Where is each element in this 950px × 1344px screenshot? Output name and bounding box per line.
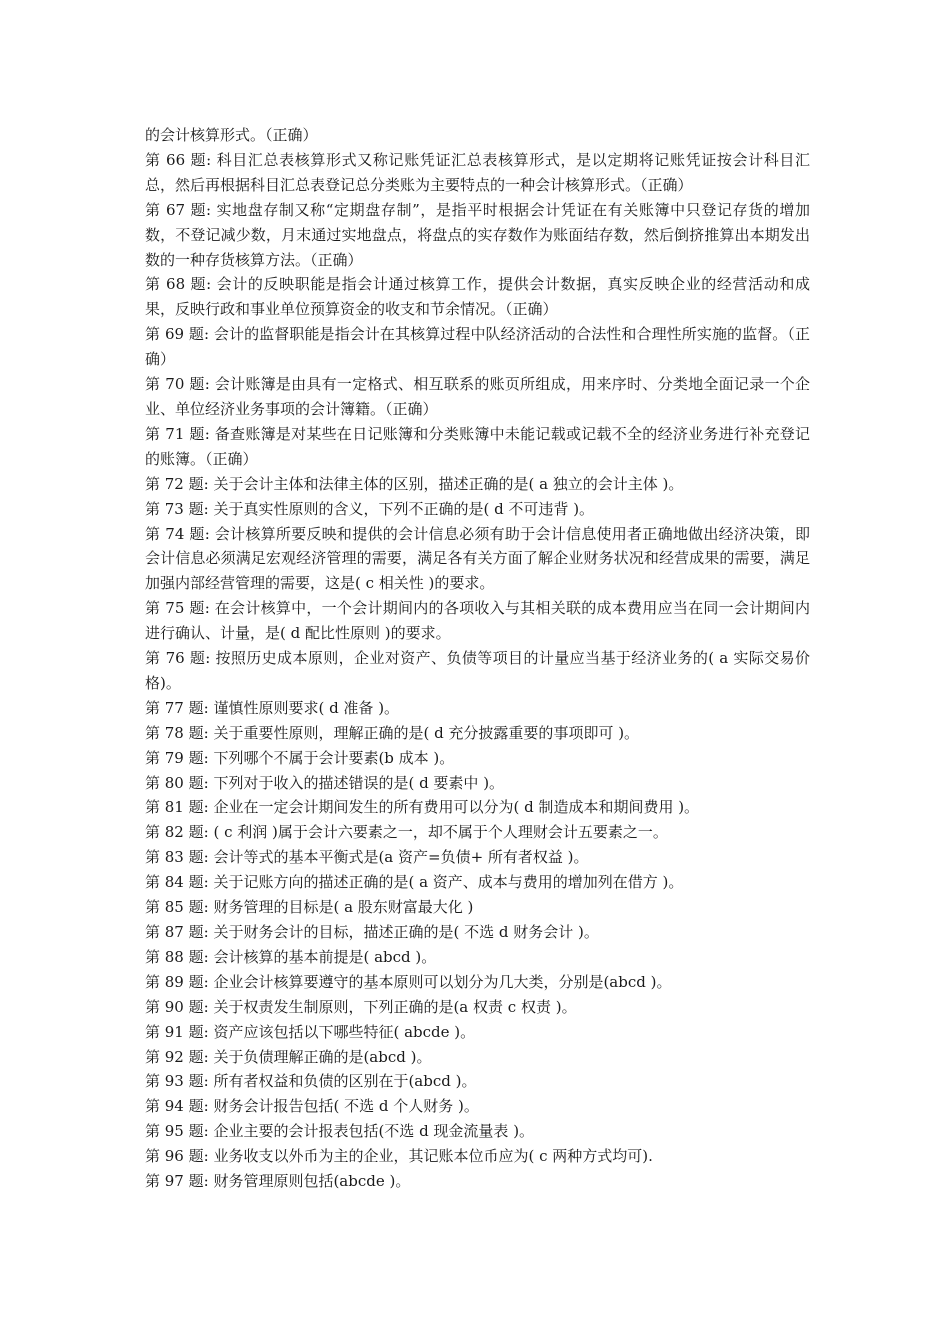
- question-96: 第 96 题: 业务收支以外币为主的企业，其记账本位币应为( c 两种方式均可).: [145, 1147, 653, 1166]
- question-81: 第 81 题: 企业在一定会计期间发生的所有费用可以分为( d 制造成本和期间费用 )。: [145, 798, 700, 817]
- question-82: 第 82 题: ( c 利润 )属于会计六要素之一，却不属于个人理财会计五要素之一。: [145, 823, 668, 842]
- question-83: 第 83 题: 会计等式的基本平衡式是(a 资产=负债+ 所有者权益 )。: [145, 848, 589, 867]
- question-94: 第 94 题: 财务会计报告包括( 不选 d 个人财务 )。: [145, 1097, 479, 1116]
- question-87: 第 87 题: 关于财务会计的目标，描述正确的是( 不选 d 财务会计 )。: [145, 923, 599, 941]
- question-66: 第 66 题: 科目汇总表核算形式又称记账凭证汇总表核算形式，是以定期将记账凭证按会计科目汇总，然后再根据科目汇总表登记总分类账为主要特点的一种会计核算形式。（正确）: [145, 150, 810, 194]
- question-78: 第 78 题: 关于重要性原则，理解正确的是( d 充分披露重要的事项即可 )。: [145, 723, 640, 742]
- question-68: 第 68 题: 会计的反映职能是指会计通过核算工作，提供会计数据，真实反映企业的经营活动和成果，反映行政和事业单位预算资金的收支和节余情况。（正确）: [145, 275, 810, 319]
- question-92: 第 92 题: 关于负债理解正确的是(abcd )。: [145, 1047, 432, 1066]
- question-71: 第 71 题: 备查账簿是对某些在日记账簿和分类账簿中未能记载或记载不全的经济业务进行补充登记的账簿。（正确）: [145, 424, 810, 468]
- document-page: [145, 123, 810, 1194]
- question-76: 第 76 题: 按照历史成本原则，企业对资产、负债等项目的计量应当基于经济业务的( a 实际交易价格)。: [145, 649, 810, 692]
- question-75: 第 75 题: 在会计核算中，一个会计期间内的各项收入与其相关联的成本费用应当在同一会计期间内进行确认、计量，是( d 配比性原则 )的要求。: [145, 599, 810, 643]
- question-74: 第 74 题: 会计核算所要反映和提供的会计信息必须有助于会计信息使用者正确地做出经济决策，即会计信息必须满足宏观经济管理的需要，满足各有关方面了解企业财务状况和经营成果的需要，满足加强内部经营管理的需要，这是( c 相关性 )的要求。: [145, 524, 810, 593]
- question-90: 第 90 题: 关于权责发生制原则，下列正确的是(a 权责 c 权责 )。: [145, 997, 577, 1016]
- question-70: 第 70 题: 会计账簿是由具有一定格式、相互联系的账页所组成，用来序时、分类地全面记录一个企业、单位经济业务事项的会计簿籍。（正确）: [145, 375, 810, 418]
- question-67: 第 67 题: 实地盘存制又称“定期盘存制”，是指平时根据会计凭证在有关账簿中只登记存货的增加数，不登记减少数，月末通过实地盘点，将盘点的实存数作为账面结存数，然后倒挤推算出本期发出数的一种存货核算方法。（正确）: [145, 200, 810, 269]
- question-69: 第 69 题: 会计的监督职能是指会计在其核算过程中队经济活动的合法性和合理性所实施的监督。（正确）: [145, 325, 810, 369]
- question-95: 第 95 题: 企业主要的会计报表包括(不选 d 现金流量表 )。: [145, 1122, 535, 1141]
- question-73: 第 73 题: 关于真实性原则的含义，下列不正确的是( d 不可违背 )。: [145, 499, 595, 518]
- question-72: 第 72 题: 关于会计主体和法律主体的区别，描述正确的是( a 独立的会计主体 )。: [145, 474, 684, 493]
- question-93: 第 93 题: 所有者权益和负债的区别在于(abcd )。: [145, 1072, 477, 1091]
- question-91: 第 91 题: 资产应该包括以下哪些特征( abcde )。: [145, 1022, 476, 1041]
- question-97: 第 97 题: 财务管理原则包括(abcde )。: [145, 1172, 411, 1191]
- question-84: 第 84 题: 关于记账方向的描述正确的是( a 资产、成本与费用的增加列在借方 )。: [145, 873, 684, 892]
- question-88: 第 88 题: 会计核算的基本前提是( abcd )。: [145, 947, 437, 966]
- question-80: 第 80 题: 下列对于收入的描述错误的是( d 要素中 )。: [145, 773, 505, 792]
- question-77: 第 77 题: 谨慎性原则要求( d 准备 )。: [145, 698, 400, 717]
- question-79: 第 79 题: 下列哪个不属于会计要素(b 成本 )。: [145, 748, 455, 767]
- question-85: 第 85 题: 财务管理的目标是( a 股东财富最大化 ): [145, 898, 474, 917]
- paragraph-continuation: 的会计核算形式。（正确）: [145, 126, 318, 144]
- question-89: 第 89 题: 企业会计核算要遵守的基本原则可以划分为几大类，分别是(abcd )。: [145, 972, 672, 991]
